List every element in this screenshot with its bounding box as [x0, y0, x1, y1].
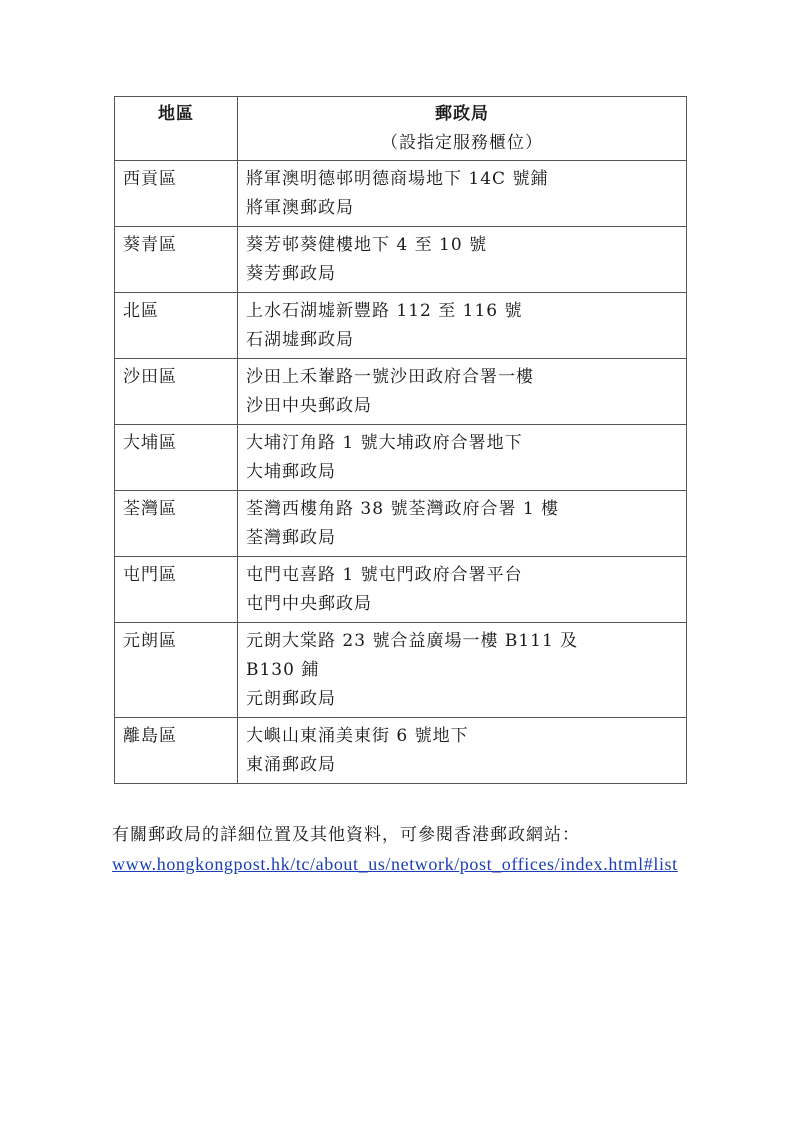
- office-cell: [238, 718, 687, 784]
- office-cell: [238, 557, 687, 623]
- district-cell: 屯門區: [115, 557, 238, 623]
- office-address: 荃灣西樓角路 38 號荃灣政府合署 1 樓: [246, 499, 560, 519]
- table-row: [115, 293, 687, 359]
- office-address: 上水石湖墟新豐路 112 至 116 號: [246, 301, 523, 321]
- office-cell: [238, 293, 687, 359]
- office-name: 石湖墟郵政局: [246, 330, 354, 350]
- office-name: 大埔郵政局: [246, 462, 336, 482]
- info-note-text: 有關郵政局的詳細位置及其他資料，可參閱香港郵政網站：: [112, 825, 580, 845]
- post-office-table: [114, 96, 687, 784]
- office-name: 荃灣郵政局: [246, 528, 336, 548]
- info-note: [112, 821, 697, 880]
- table-row: [115, 227, 687, 293]
- district-cell: 離島區: [115, 718, 238, 784]
- table-row: [115, 491, 687, 557]
- district-cell: 大埔區: [115, 425, 238, 491]
- header-office-sublabel: （設指定服務櫃位）: [381, 133, 543, 153]
- office-name: 元朗郵政局: [246, 689, 336, 709]
- office-cell: [238, 623, 687, 718]
- office-address: 沙田上禾輋路一號沙田政府合署一樓: [246, 367, 534, 387]
- office-address-continued: B130 鋪: [246, 660, 320, 680]
- office-cell: [238, 161, 687, 227]
- office-address: 大嶼山東涌美東街 6 號地下: [246, 726, 469, 746]
- header-district: [115, 97, 238, 161]
- office-name: 東涌郵政局: [246, 755, 336, 775]
- table-row: [115, 425, 687, 491]
- office-address: 屯門屯喜路 1 號屯門政府合署平台: [246, 565, 523, 585]
- district-cell: 葵青區: [115, 227, 238, 293]
- table-row: [115, 161, 687, 227]
- header-district-label: 地區: [158, 104, 194, 124]
- header-office-label: 郵政局: [435, 104, 489, 124]
- office-name: 葵芳郵政局: [246, 264, 336, 284]
- district-cell: 沙田區: [115, 359, 238, 425]
- office-address: 將軍澳明德邨明德商場地下 14C 號鋪: [246, 169, 549, 189]
- office-address: 大埔汀角路 1 號大埔政府合署地下: [246, 433, 523, 453]
- office-cell: [238, 227, 687, 293]
- office-cell: [238, 425, 687, 491]
- district-cell: 西貢區: [115, 161, 238, 227]
- table-row: [115, 557, 687, 623]
- office-name: 屯門中央郵政局: [246, 594, 372, 614]
- table-row: [115, 718, 687, 784]
- hongkongpost-link[interactable]: www.hongkongpost.hk/tc/about_us/network/post_offices/index.html#list: [112, 854, 678, 874]
- district-cell: 元朗區: [115, 623, 238, 718]
- office-cell: [238, 359, 687, 425]
- office-address: 葵芳邨葵健樓地下 4 至 10 號: [246, 235, 488, 255]
- table-header-row: [115, 97, 687, 161]
- office-name: 沙田中央郵政局: [246, 396, 372, 416]
- district-cell: 北區: [115, 293, 238, 359]
- office-cell: [238, 491, 687, 557]
- office-address: 元朗大棠路 23 號合益廣場一樓 B111 及: [246, 631, 579, 651]
- header-office: [238, 97, 687, 161]
- table-row: [115, 359, 687, 425]
- office-name: 將軍澳郵政局: [246, 198, 354, 218]
- table-row: [115, 623, 687, 718]
- district-cell: 荃灣區: [115, 491, 238, 557]
